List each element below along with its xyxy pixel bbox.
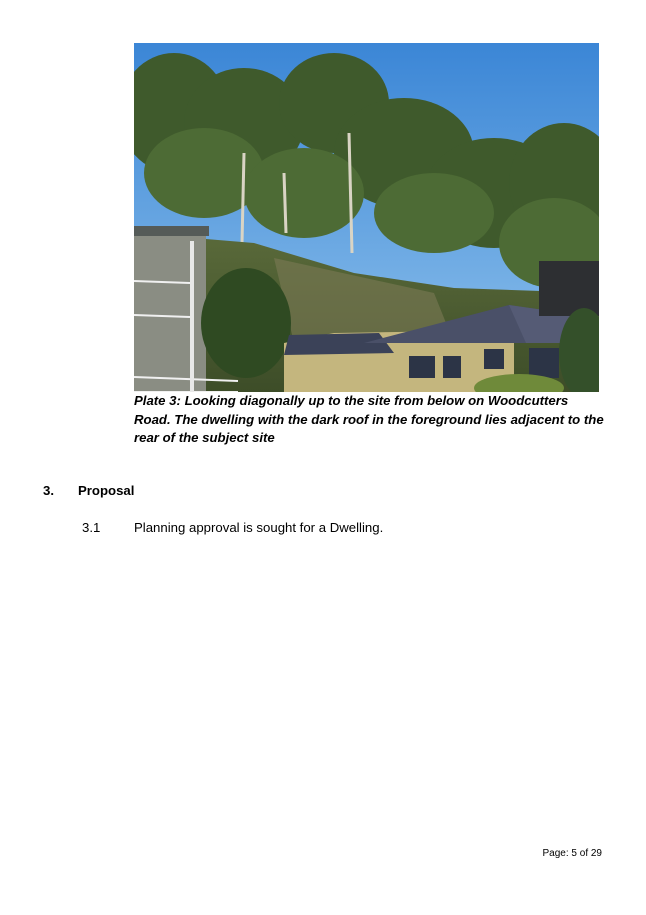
section-title: Proposal — [78, 483, 135, 498]
page-number-footer: Page: 5 of 29 — [542, 848, 602, 859]
paragraph-number: 3.1 — [82, 520, 101, 535]
plate-caption: Plate 3: Looking diagonally up to the site from below on Woodcutters Road. The dwelling with the dark roof in the foreground lies adjacent to the rear of the subject site — [134, 393, 604, 445]
site-photo — [134, 43, 599, 392]
paragraph-text: Planning approval is sought for a Dwelling. — [134, 520, 384, 535]
section-number: 3. — [43, 483, 54, 498]
